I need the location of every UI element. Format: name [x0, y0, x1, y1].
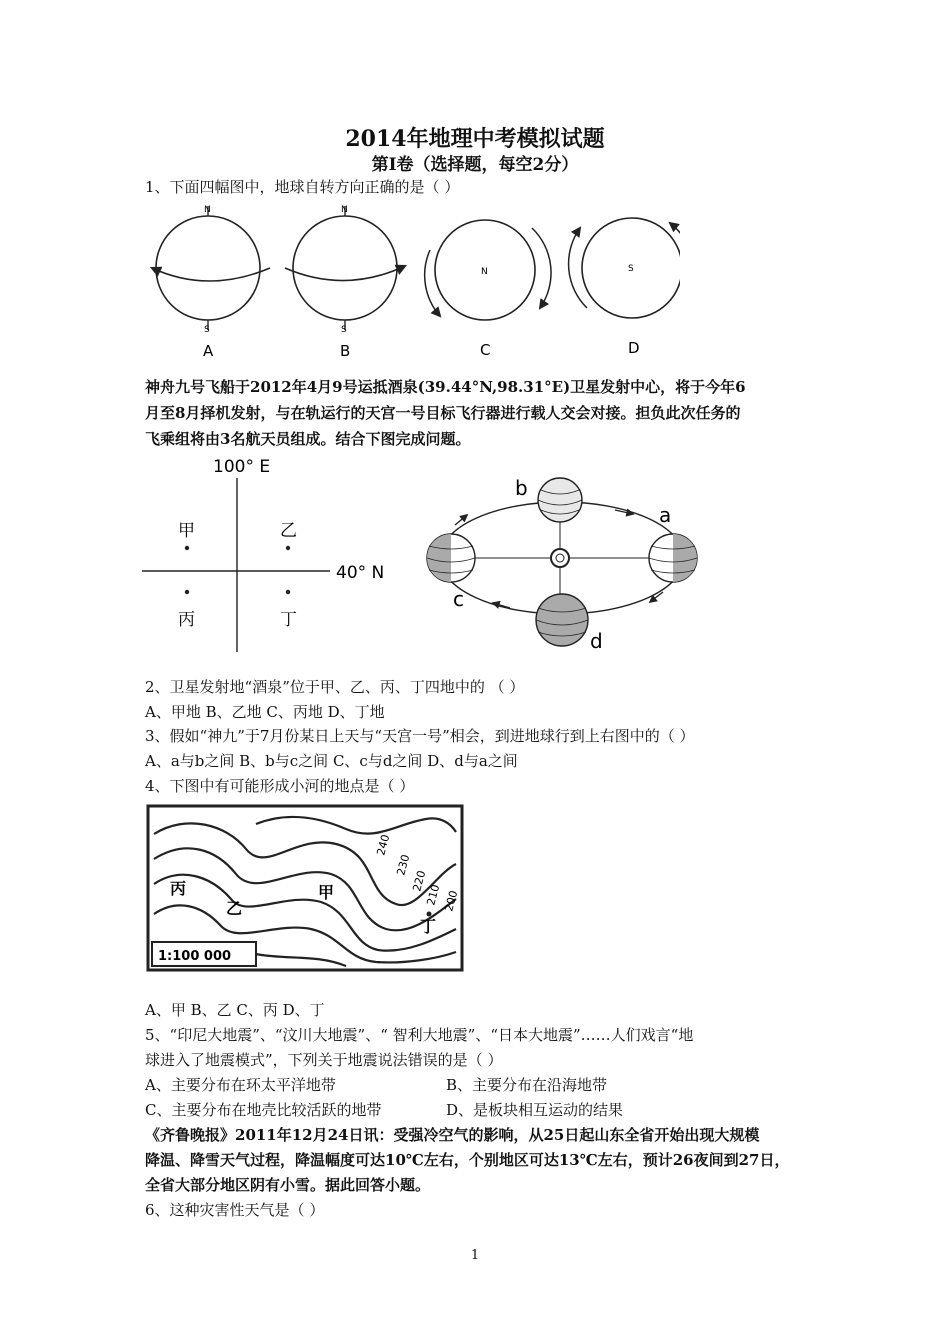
latitude-label: 40° N — [336, 563, 385, 583]
q3-stem: 3、假如“神九”于7月份某日上天与“天宫一号”相会，到进地球行到上右图中的（ ） — [145, 727, 695, 745]
contour-200: 200 — [442, 889, 461, 913]
section-subtitle: 第Ⅰ卷（选择题，每空2分） — [371, 155, 579, 175]
point-ding: 丁 — [280, 610, 297, 630]
passage2-line3: 全省大部分地区阴有小雪。据此回答小题。 — [145, 1176, 431, 1194]
page-title: 2014年地理中考模拟试题 — [345, 126, 605, 152]
globe-d-icon — [569, 218, 680, 318]
globe-a-icon — [152, 206, 270, 330]
q6-stem: 6、这种灾害性天气是（ ） — [145, 1201, 325, 1219]
q3-options: A、a与b之间 B、b与c之间 C、c与d之间 D、d与a之间 — [145, 752, 518, 770]
contour-220: 220 — [410, 869, 429, 893]
orbit-label-b: b — [515, 476, 528, 500]
contour-240: 240 — [374, 833, 393, 857]
globe-b-s-label: S — [341, 325, 347, 335]
longitude-label: 100° E — [213, 457, 271, 477]
q5-option-b: B、主要分布在沿海地带 — [446, 1076, 608, 1094]
earth-b-icon — [538, 478, 582, 522]
globe-d-pole-label: S — [628, 264, 634, 274]
q1-rotation-figures — [140, 198, 680, 366]
q5-option-a: A、主要分布在环太平洋地带 — [145, 1076, 336, 1094]
globe-a-n-label: N — [204, 205, 211, 215]
q4-stem: 4、下图中有可能形成小河的地点是（ ） — [145, 777, 415, 795]
globe-c-icon — [425, 220, 551, 320]
q1-label-d: D — [628, 339, 640, 357]
q4-options: A、甲 B、乙 C、丙 D、丁 — [145, 1001, 325, 1019]
q5-option-d: D、是板块相互运动的结果 — [446, 1101, 624, 1119]
contour-210: 210 — [424, 883, 443, 907]
map-point-bing: 丙 — [170, 879, 187, 898]
page-number: 1 — [470, 1248, 480, 1263]
orbit-label-a: a — [659, 503, 672, 527]
point-bing: 丙 — [178, 610, 195, 630]
map-scale: 1:100 000 — [158, 949, 232, 964]
q5-option-c: C、主要分布在地壳比较活跃的地带 — [145, 1101, 382, 1119]
coordinate-figure — [140, 452, 410, 657]
passage1-line2: 月至8月择机发射，与在轨运行的天宫一号目标飞行器进行载人交会对接。担负此次任务的 — [145, 404, 741, 422]
map-point-jia: 甲 — [318, 883, 335, 902]
contour-230: 230 — [394, 853, 413, 877]
earth-d-icon — [536, 594, 588, 646]
contour-map — [146, 804, 466, 974]
point-jia: 甲 — [178, 521, 195, 541]
earth-orbit-figure — [415, 470, 710, 655]
passage1-line3: 飞乘组将由3名航天员组成。结合下图完成问题。 — [145, 430, 471, 448]
point-yi: 乙 — [280, 521, 297, 541]
q1-label-c: C — [480, 341, 491, 359]
q1-label-b: B — [340, 342, 351, 360]
q2-stem: 2、卫星发射地“酒泉”位于甲、乙、丙、丁四地中的 （ ） — [145, 678, 525, 696]
globe-a-s-label: S — [204, 325, 210, 335]
earth-a-icon — [649, 534, 697, 582]
orbit-label-c: c — [453, 587, 464, 611]
passage2-line2: 降温、降雪天气过程，降温幅度可达10℃左右，个别地区可达13℃左右，预计26夜间到27日， — [145, 1151, 790, 1169]
q2-options: A、甲地 B、乙地 C、丙地 D、丁地 — [145, 703, 385, 721]
globe-b-icon — [285, 206, 405, 330]
q5-stem-line2: 球进入了地震模式”，下列关于地震说法错误的是（ ） — [145, 1051, 503, 1069]
map-point-yi: 乙 — [226, 899, 243, 918]
q1-label-a: A — [203, 342, 214, 360]
globe-b-n-label: N — [341, 205, 348, 215]
earth-c-icon — [427, 534, 475, 582]
orbit-label-d: d — [590, 629, 603, 653]
map-point-ding: 丁 — [420, 917, 437, 936]
passage1-line1: 神舟九号飞船于2012年4月9号运抵酒泉(39.44°N,98.31°E)卫星发射中心，将于今年6 — [145, 378, 746, 396]
q1-stem: 1、下面四幅图中，地球自转方向正确的是（ ） — [145, 178, 460, 196]
q5-stem-line1: 5、“印尼大地震”、“汶川大地震”、“ 智利大地震”、“日本大地震”……人们戏言“地 — [145, 1026, 694, 1044]
passage2-line1: 《齐鲁晚报》2011年12月24日讯：受强冷空气的影响，从25日起山东全省开始出现大规模 — [145, 1126, 760, 1144]
globe-c-pole-label: N — [481, 267, 488, 277]
